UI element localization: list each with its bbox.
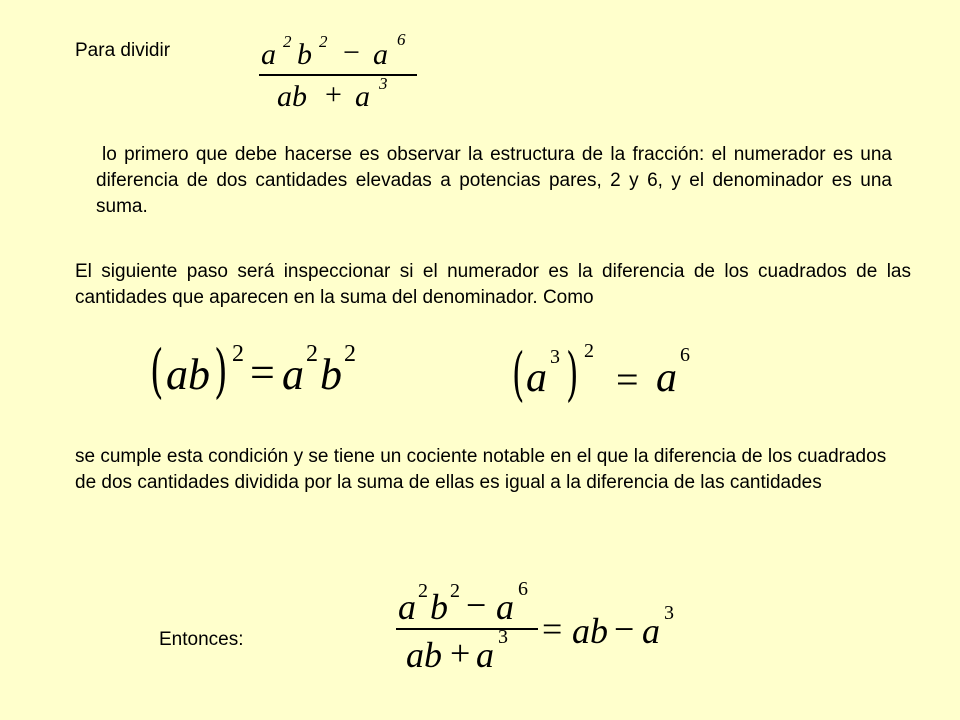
paragraph-3: se cumple esta condición y se tiene un cociente notable en el que la diferencia de los cuadrados de dos cantidades dividida por la suma de ellas es igual a la diferencia de las cantidades [75,446,887,493]
identity-1: ( ab ) 2 = a 2 b 2 [150,337,356,405]
intro-label: Para dividir [75,40,171,61]
conclusion-label: Entonces: [159,629,244,650]
paragraph-2: El siguiente paso será inspeccionar si el numerador es la diferencia de los cuadrados de las cantidades que aparecen en la suma del denominador. Como [75,261,911,308]
fraction-1: a 2 b 2 − a 6 ab + a 3 [255,28,425,114]
identity-2: ( a 3 ) 2 = a 6 [512,340,690,408]
paragraph-1: lo primero que debe hacerse es observar la estructura de la fracción: el numerador es una diferencia de dos cantidades elevadas a potencias pares, 2 y 6, y el denominador es una suma. [96,144,892,217]
result-equation: a 2 b 2 − a 6 ab + a 3 = ab − a 3 [398,578,674,675]
